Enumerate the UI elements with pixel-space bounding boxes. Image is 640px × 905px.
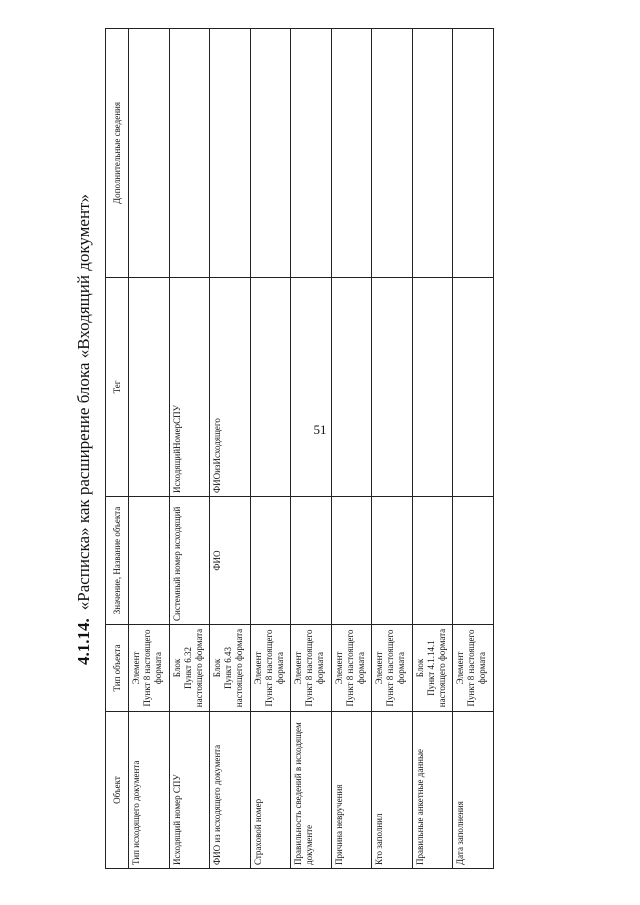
cell-object: Кто заполнил <box>372 712 413 869</box>
cell-type <box>129 625 170 712</box>
table-row <box>129 29 170 869</box>
cell-value <box>453 497 494 625</box>
cell-object: Исходящий номер СПУ <box>170 712 210 869</box>
cell-value <box>372 497 413 625</box>
type-ref: Пункт 8 настоящего формата <box>466 629 487 707</box>
header-type: Тип объекта <box>106 625 129 712</box>
cell-extra <box>372 29 413 278</box>
type-kind: Элемент <box>253 651 263 685</box>
cell-object: ФИО из исходящего документа <box>210 712 251 869</box>
cell-type <box>413 625 453 712</box>
table-row <box>170 29 210 869</box>
table-row <box>413 29 453 869</box>
cell-value <box>332 497 372 625</box>
section-title: «Расписка» как расширение блока «Входящий документ» <box>74 194 93 611</box>
section-number: 4.1.14. <box>74 618 93 665</box>
blocks-table <box>105 28 494 869</box>
type-kind: Блок <box>212 658 222 678</box>
cell-tag: ИсходящийНомерСПУ <box>170 278 210 497</box>
table-row <box>332 29 372 869</box>
cell-object: Страховой номер <box>251 712 291 869</box>
header-extra: Дополнительные сведения <box>106 29 129 278</box>
type-kind: Элемент <box>374 651 384 685</box>
cell-type <box>170 625 210 712</box>
cell-value <box>251 497 291 625</box>
table-row <box>251 29 291 869</box>
type-ref: Пункт 8 настоящего формата <box>345 629 366 707</box>
type-ref: Пункт 6.43 настоящего формата <box>223 628 244 708</box>
cell-extra <box>170 29 210 278</box>
cell-value: Системный номер исходящий <box>170 497 210 625</box>
type-ref: Пункт 8 настоящего формата <box>142 629 163 707</box>
cell-value <box>291 497 332 625</box>
cell-tag <box>453 278 494 497</box>
type-kind: Блок <box>415 658 425 678</box>
cell-tag <box>251 278 291 497</box>
header-object: Объект <box>106 712 129 869</box>
cell-tag: ФИОизИсходящего <box>210 278 251 497</box>
header-value: Значение, Название объекта <box>106 497 129 625</box>
type-ref: Пункт 6.32 настоящего формата <box>183 628 204 708</box>
cell-tag <box>129 278 170 497</box>
cell-type <box>332 625 372 712</box>
cell-type <box>251 625 291 712</box>
header-tag: Тег <box>106 278 129 497</box>
cell-extra <box>251 29 291 278</box>
cell-extra <box>332 29 372 278</box>
cell-value: ФИО <box>210 497 251 625</box>
cell-tag <box>372 278 413 497</box>
cell-extra <box>210 29 251 278</box>
cell-type <box>372 625 413 712</box>
type-kind: Элемент <box>334 651 344 685</box>
type-kind: Блок <box>172 658 182 678</box>
page-number: 51 <box>313 422 327 437</box>
cell-type <box>291 625 332 712</box>
type-kind: Элемент <box>455 651 465 685</box>
cell-extra <box>291 29 332 278</box>
table-row <box>291 29 332 869</box>
type-kind: Элемент <box>293 651 303 685</box>
cell-object: Правильность сведений в исходящем документе <box>291 712 332 869</box>
cell-value <box>413 497 453 625</box>
cell-extra <box>129 29 170 278</box>
type-ref: Пункт 8 настоящего формата <box>385 629 406 707</box>
cell-type <box>210 625 251 712</box>
table-row <box>372 29 413 869</box>
table-header-row <box>106 29 129 869</box>
cell-object: Правильные анкетные данные <box>413 712 453 869</box>
cell-object: Тип исходящего документа <box>129 712 170 869</box>
type-kind: Элемент <box>131 651 141 685</box>
table-row <box>453 29 494 869</box>
section-heading <box>74 194 94 665</box>
cell-tag <box>413 278 453 497</box>
cell-extra <box>453 29 494 278</box>
cell-object: Причина невручения <box>332 712 372 869</box>
cell-object: Дата заполнения <box>453 712 494 869</box>
cell-type <box>453 625 494 712</box>
cell-value <box>129 497 170 625</box>
type-ref: Пункт 4.1.14.1 настоящего формата <box>426 628 447 708</box>
type-ref: Пункт 8 настоящего формата <box>264 629 285 707</box>
cell-tag <box>332 278 372 497</box>
cell-tag <box>291 278 332 497</box>
table-row <box>210 29 251 869</box>
cell-extra <box>413 29 453 278</box>
type-ref: Пункт 8 настоящего формата <box>304 629 325 707</box>
